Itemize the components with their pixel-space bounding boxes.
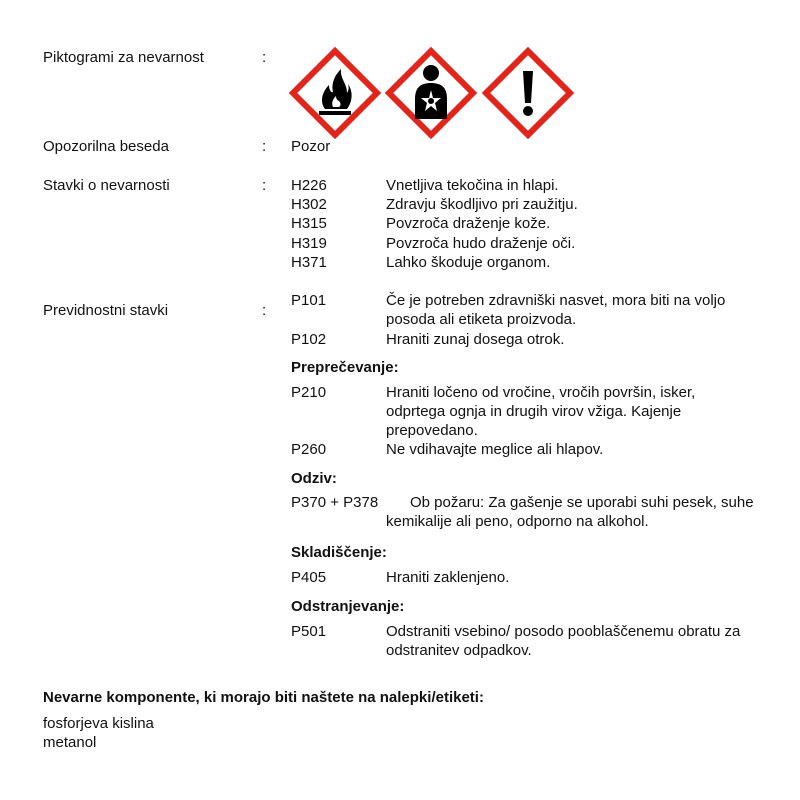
precaution-code: P370 + P378 (291, 494, 379, 511)
precautionary-label: Previdnostni stavki (43, 302, 169, 319)
precaution-text: Hraniti zaklenjeno. (386, 569, 510, 586)
signal-word-colon: : (262, 138, 267, 155)
hazard-code: H319 (291, 235, 327, 252)
precaution-text: Če je potreben zdravniški nasvet, mora biti na voljo posoda ali etiketa proizvoda. (386, 292, 726, 328)
component-item: metanol (43, 734, 97, 751)
precautionary-colon: : (262, 302, 267, 319)
response-heading: Odziv: (291, 470, 337, 487)
hazard-statements-label: Stavki o nevarnosti (43, 177, 170, 194)
precaution-code: P405 (291, 569, 327, 586)
signal-word-value: Pozor (291, 138, 331, 155)
precaution-code: P102 (291, 331, 327, 348)
hazard-code: H226 (291, 177, 327, 194)
precaution-text: Ne vdihavajte meglice ali hlapov. (386, 441, 604, 458)
hazard-text: Lahko škoduje organom. (386, 254, 551, 271)
precaution-code: P101 (291, 292, 327, 309)
hazard-code: H371 (291, 254, 327, 271)
health-hazard-icon (385, 47, 477, 139)
precaution-text: Ob požaru: Za gašenje se uporabi suhi pesek, suhe kemikalije ali peno, odporno na alkohol. (386, 494, 754, 530)
hazard-text: Vnetljiva tekočina in hlapi. (386, 177, 559, 194)
hazard-text: Povzroča hudo draženje oči. (386, 235, 576, 252)
component-item: fosforjeva kislina (43, 715, 154, 732)
hazard-statements-colon: : (262, 177, 267, 194)
hazard-text: Povzroča draženje kože. (386, 215, 551, 232)
prevention-heading: Preprečevanje: (291, 359, 399, 376)
components-heading: Nevarne komponente, ki morajo biti naštete na nalepki/etiketi: (43, 689, 484, 706)
signal-word-label: Opozorilna beseda (43, 138, 169, 155)
hazard-code: H302 (291, 196, 327, 213)
precaution-text: Hraniti ločeno od vročine, vročih površin, isker, odprtega ognja in drugih virov vžiga. Kajenje prepovedano. (386, 384, 696, 439)
precaution-code: P501 (291, 623, 327, 640)
pictograms-colon: : (262, 49, 267, 66)
precaution-code: P210 (291, 384, 327, 401)
pictograms-label: Piktogrami za nevarnost (43, 49, 204, 66)
precaution-code: P260 (291, 441, 327, 458)
disposal-heading: Odstranjevanje: (291, 598, 405, 615)
precaution-text: Hraniti zunaj dosega otrok. (386, 331, 565, 348)
precaution-text: Odstraniti vsebino/ posodo pooblaščenemu obratu za odstranitev odpadkov. (386, 623, 741, 659)
hazard-text: Zdravju škodljivo pri zaužitju. (386, 196, 578, 213)
hazard-code: H315 (291, 215, 327, 232)
storage-heading: Skladiščenje: (291, 544, 387, 561)
exclamation-icon (482, 47, 574, 139)
flame-icon (289, 47, 381, 139)
